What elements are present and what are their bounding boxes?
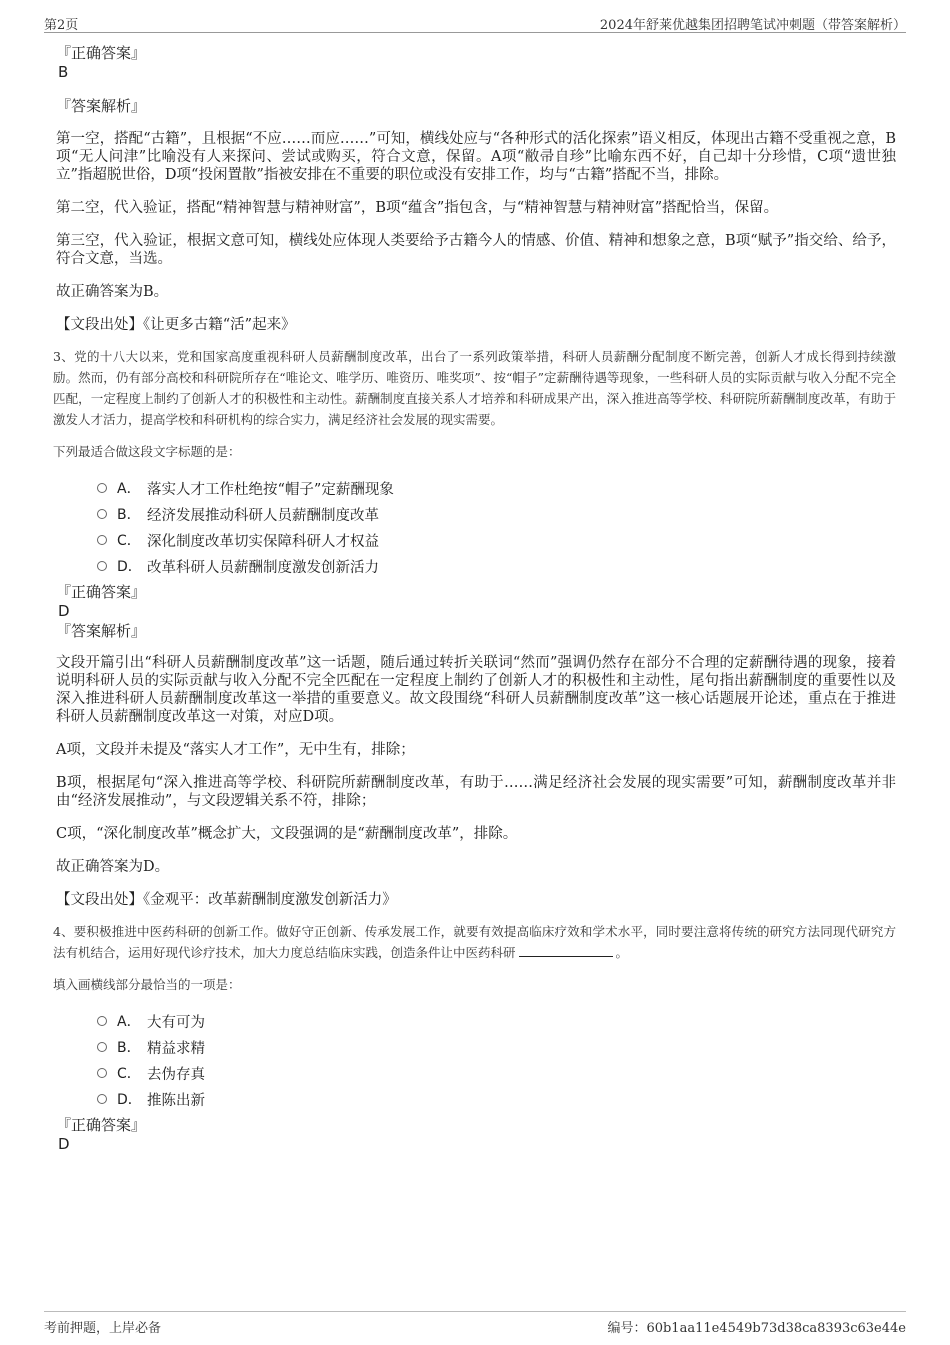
document-id: 编号：60b1aa11e4549b73d38ca8393c63e44e (607, 1321, 906, 1336)
q3-question: 3、党的十八大以来，党和国家高度重视科研人员薪酬制度改革，出台了一系列政策举措，科研人员薪酬分配制度不断完善，创新人才成长得到持续激励。然而，仍有部分高校和科研院所存在“唯论文、唯学历、唯资历、唯奖项”、按“帽子”定薪酬待遇等现象，一些科研人员的实际贡献与收入分配不完全匹配，一定程度上制约了创新人才的积极性和主动性。薪酬制度直接关系人才培养和科研成果产出，深入推进高等学校、科研院所薪酬制度改革，有助于激发人才活力，提高学校和科研机构的综合实力，满足经济社会发展的现实需要。 (53, 349, 896, 427)
footer-slogan: 考前押题，上岸必备 (44, 1321, 162, 1336)
source-label: 【文段出处】 (56, 892, 143, 908)
q3-option-c[interactable]: C． 深化制度改革切实保障科研人才权益 (56, 527, 896, 553)
analysis-label: 『答案解析』 (56, 622, 147, 640)
fill-blank (519, 944, 613, 957)
q2-analysis-3: 第三空，代入验证，根据文意可知，横线处应体现人类要给予古籍今人的情感、价值、精神和想象之意，B项“赋予”指交给、给予，符合文意，当选。 (56, 233, 896, 267)
q4-question: 4、要积极推进中医药科研的创新工作。做好守正创新、传承发展工作，就要有效提高临床疗效和学术水平，同时要注意将传统的研究方法同现代研究方法有机结合，运用好现代诊疗技术，加大力度总结临床实践，创造条件让中医药科研 。 (53, 924, 896, 960)
page-header (44, 12, 906, 33)
q3-option-d[interactable]: D． 改革科研人员薪酬制度激发创新活力 (56, 553, 896, 579)
q2-answer: B (58, 63, 69, 81)
q4-prompt: 填入画横线部分最恰当的一项是： (53, 977, 241, 992)
document-title: 2024年舒莱优越集团招聘笔试冲刺题（带答案解析） (599, 18, 906, 33)
q2-analysis-2: 第二空，代入验证，搭配“精神智慧与精神财富”，B项“蕴含”指包含，与“精神智慧与精神财富”搭配恰当，保留。 (56, 200, 779, 216)
page-footer (44, 1311, 906, 1336)
q4-answer: D (58, 1135, 70, 1153)
q3-analysis-2: A项，文段并未提及“落实人才工作”，无中生有，排除； (56, 742, 415, 758)
radio-icon[interactable] (97, 1016, 107, 1026)
radio-icon[interactable] (97, 1094, 107, 1104)
q4-option-a[interactable]: A． 大有可为 (56, 1008, 896, 1034)
q4-option-b[interactable]: B． 精益求精 (56, 1034, 896, 1060)
radio-icon[interactable] (97, 561, 107, 571)
q3-analysis-4: C项，“深化制度改革”概念扩大，文段强调的是“薪酬制度改革”，排除。 (56, 826, 518, 842)
correct-answer-label: 『正确答案』 (56, 1116, 147, 1134)
analysis-label: 『答案解析』 (56, 97, 147, 115)
q3-prompt: 下列最适合做这段文字标题的是： (53, 444, 241, 459)
correct-answer-label: 『正确答案』 (56, 583, 147, 601)
radio-icon[interactable] (97, 1068, 107, 1078)
q3-analysis-1: 文段开篇引出“科研人员薪酬制度改革”这一话题，随后通过转折关联词“然而”强调仍然存在部分不合理的定薪酬待遇的现象，接着说明科研人员的实际贡献与收入分配不完全匹配在一定程度上制约了创新人才的积极性和主动性，尾句指出薪酬制度的重要性以及深入推进科研人员薪酬制度改革这一举措的重要意义。故文段围绕“科研人员薪酬制度改革”这一核心话题展开论述，重点在于推进科研人员薪酬制度改革这一对策，对应D项。 (56, 655, 896, 725)
radio-icon[interactable] (97, 1042, 107, 1052)
q4-options (56, 1008, 896, 1112)
q3-source-title: 《金观平：改革薪酬制度激发创新活力》 (143, 892, 397, 908)
q2-analysis-1: 第一空，搭配“古籍”，且根据“不应……而应……”可知，横线处应与“各种形式的活化探索”语义相反，体现出古籍不受重视之意，B项“无人问津”比喻没有人来探问、尝试或购买，符合文意，保留。A项“敝帚自珍”比喻东西不好，自己却十分珍惜，C项“遗世独立”指超脱世俗，D项“投闲置散”指被安排在不重要的职位或没有安排工作，均与“古籍”搭配不当，排除。 (56, 131, 896, 183)
q2-analysis-conclusion: 故正确答案为B。 (56, 284, 169, 300)
document-content (53, 44, 896, 1154)
q3-option-b[interactable]: B． 经济发展推动科研人员薪酬制度改革 (56, 501, 896, 527)
q4-option-d[interactable]: D． 推陈出新 (56, 1086, 896, 1112)
q3-analysis-3: B项，根据尾句“深入推进高等学校、科研院所薪酬制度改革，有助于……满足经济社会发展的现实需要”可知，薪酬制度改革并非由“经济发展推动”，与文段逻辑关系不符，排除； (56, 775, 896, 809)
radio-icon[interactable] (97, 535, 107, 545)
q3-answer: D (58, 602, 70, 620)
q3-options (56, 475, 896, 579)
correct-answer-label: 『正确答案』 (56, 44, 147, 62)
radio-icon[interactable] (97, 509, 107, 519)
page-number: 第2页 (44, 18, 79, 33)
q3-analysis-conclusion: 故正确答案为D。 (56, 859, 170, 875)
q3-option-a[interactable]: A． 落实人才工作杜绝按“帽子”定薪酬现象 (56, 475, 896, 501)
q3-source (56, 891, 896, 909)
q2-source-title: 《让更多古籍“活”起来》 (143, 317, 296, 333)
q2-source (56, 316, 896, 334)
source-label: 【文段出处】 (56, 317, 143, 333)
q4-option-c[interactable]: C． 去伪存真 (56, 1060, 896, 1086)
radio-icon[interactable] (97, 483, 107, 493)
